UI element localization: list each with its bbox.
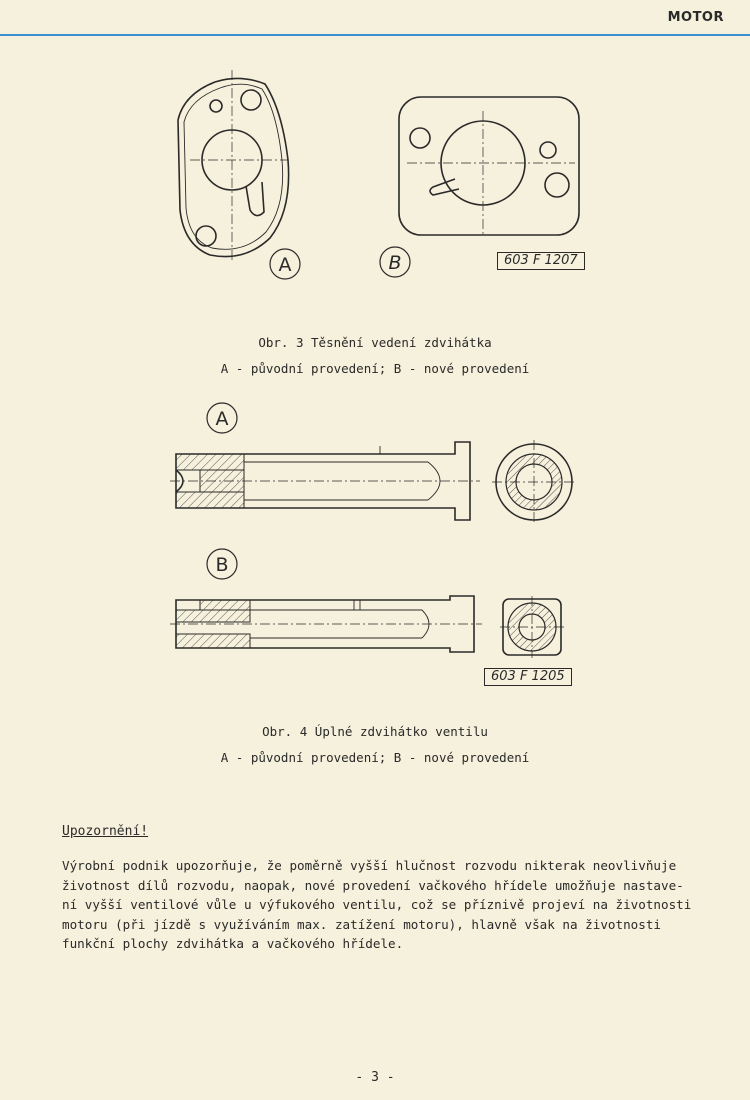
fig4-caption-legend: A - původní provedení; B - nové provedení <box>220 750 530 765</box>
fig4-tappet-b-side-view <box>170 592 490 662</box>
fig4-tappet-a-end-view <box>492 440 576 524</box>
svg-text:B: B <box>388 252 402 274</box>
fig4-tappet-a-side-view <box>170 432 490 532</box>
fig3-gasket-a-drawing <box>170 70 300 270</box>
notice-body: Výrobní podnik upozorňuje, že poměrně vyšší hlučnost rozvodu nikterak neovlivňuje životnost dílů rozvodu, naopak, nové provedení vačkového hřídele umožňuje nastave- ní vyšší ventilové vůle u výfukového ventilu, což se příznivě projeví na životnosti motoru (při jízdě s využíváním max. zatížení motoru), hlavně však na životnosti funkční plochy zdvihátka a vačkového hřídele. <box>62 858 692 951</box>
header-divider <box>0 34 750 36</box>
fig4-caption-title: Obr. 4 Úplné zdvihátko ventilu <box>262 724 488 739</box>
svg-text:B: B <box>215 554 229 576</box>
page-number: - 3 - <box>355 1070 395 1085</box>
fig3-gasket-b-drawing <box>395 95 585 245</box>
fig3-caption-legend: A - původní provedení; B - nové provedení <box>220 361 530 376</box>
fig4-tappet-b-end-view <box>500 596 564 658</box>
fig3-drawing-code: 603 F 1207 <box>497 252 585 270</box>
fig3-label-a <box>267 246 303 282</box>
section-title: MOTOR <box>667 10 724 25</box>
fig4-label-b <box>204 546 240 582</box>
svg-text:A: A <box>215 408 229 430</box>
fig4-drawing-code: 603 F 1205 <box>484 668 572 686</box>
fig3-caption-title: Obr. 3 Těsnění vedení zdvihátka <box>258 335 492 350</box>
svg-text:A: A <box>278 254 292 276</box>
notice-heading: Upozornění! <box>62 824 149 839</box>
fig3-label-b <box>377 244 413 280</box>
fig4-label-a <box>204 400 240 436</box>
